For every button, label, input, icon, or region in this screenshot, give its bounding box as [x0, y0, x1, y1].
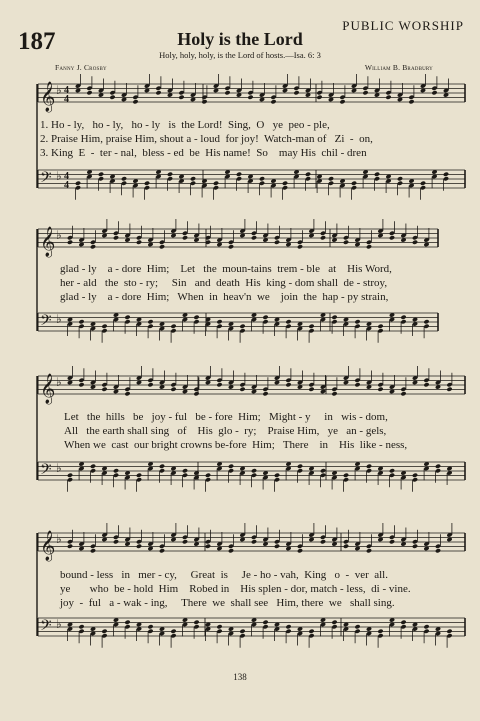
note-head [308, 324, 314, 329]
note-head [305, 172, 311, 177]
note-head [377, 629, 383, 634]
lyric-line-verse-1: bound - less in mer - cy, Great is Je - ho - vah, King o - ver all. [60, 569, 388, 581]
note-head [239, 629, 245, 634]
flat-icon: ♭ [56, 83, 62, 97]
treble-clef-icon: 𝄞 [40, 531, 56, 561]
note-head [228, 464, 234, 469]
note-head [270, 99, 276, 104]
note-head [420, 181, 426, 186]
note-head [182, 539, 188, 544]
note-head [316, 95, 322, 100]
note-head [159, 244, 165, 249]
note-head [155, 90, 161, 95]
note-head [236, 172, 242, 177]
note-head [412, 473, 418, 478]
note-head [343, 240, 349, 245]
lyric-line-verse-1: Let the hills be joy - ful be - fore Him; Might - y in wis - dom, [64, 411, 388, 423]
flat-icon: ♭ [56, 228, 62, 242]
note-head [136, 544, 142, 549]
note-head [78, 382, 84, 387]
note-head [377, 387, 383, 392]
note-head [251, 235, 257, 240]
page-number: 138 [233, 672, 247, 682]
note-head [113, 235, 119, 240]
note-head [259, 176, 265, 181]
note-head [193, 391, 199, 396]
note-head [113, 539, 119, 544]
note-head [159, 548, 165, 553]
note-head [331, 620, 337, 625]
note-head [297, 548, 303, 553]
note-head [147, 624, 153, 629]
note-head [75, 181, 81, 186]
note-head [132, 99, 138, 104]
note-head [67, 240, 73, 245]
note-head [262, 315, 268, 320]
note-head [274, 473, 280, 478]
lyric-line-verse-1: 1. Ho - ly, ho - ly, ho - ly is the Lord! Sing, O ye peo - ple, [40, 119, 330, 131]
note-head [182, 468, 188, 473]
composer-credit: William B. Bradbury [364, 63, 433, 72]
note-head [297, 464, 303, 469]
note-head [351, 181, 357, 186]
note-head [251, 539, 257, 544]
note-head [144, 181, 150, 186]
note-head [193, 315, 199, 320]
note-head [170, 387, 176, 392]
note-head [389, 539, 395, 544]
bass-clef-icon: 𝄢 [40, 461, 52, 482]
note-head [408, 99, 414, 104]
note-head [205, 544, 211, 549]
note-head [147, 382, 153, 387]
bass-clef-icon: 𝄢 [40, 312, 52, 333]
note-head [101, 629, 107, 634]
note-head [274, 240, 280, 245]
note-head [320, 235, 326, 240]
note-head [339, 99, 345, 104]
note-head [435, 548, 441, 553]
note-head [308, 387, 314, 392]
bass-clef-icon: 𝄢 [40, 617, 52, 638]
note-head [90, 548, 96, 553]
flat-icon: ♭ [56, 617, 62, 631]
flat-icon: ♭ [56, 169, 62, 183]
section-heading: PUBLIC WORSHIP [342, 18, 464, 33]
hymn-number: 187 [18, 28, 56, 55]
lyric-line-verse-2: her - ald the sto - ry; Sin and death His king - dom shall de - stroy, [60, 277, 388, 289]
note-head [239, 387, 245, 392]
bass-clef-icon: 𝄢 [40, 169, 52, 190]
note-head [331, 391, 337, 396]
flat-icon: ♭ [56, 312, 62, 326]
lyric-line-verse-3: joy - ful a - wak - ing, There we shall see Him, there we shall sing. [60, 597, 395, 609]
treble-clef-icon: 𝄞 [40, 82, 56, 112]
note-head [216, 382, 222, 387]
lyricist-credit: Fanny J. Crosby [55, 63, 107, 72]
note-head [178, 95, 184, 100]
note-head [147, 319, 153, 324]
note-head [224, 90, 230, 95]
scripture-epigraph: Holy, holy, holy, is the Lord of hosts.—Isa. 6: 3 [159, 50, 321, 60]
note-head [167, 172, 173, 177]
note-head [446, 629, 452, 634]
note-head [354, 624, 360, 629]
note-head [113, 468, 119, 473]
note-head [190, 176, 196, 181]
note-head [170, 324, 176, 329]
note-head [446, 387, 452, 392]
note-head [124, 315, 130, 320]
note-head [67, 544, 73, 549]
note-head [228, 548, 234, 553]
lyric-line-verse-2: All the earth shall sing of His glo - ry; Praise Him, ye an - gels, [64, 425, 387, 437]
note-head [136, 473, 142, 478]
note-head [124, 391, 130, 396]
lyric-line-verse-3: glad - ly a - dore Him; When in heav'n we join the hap - py strain, [60, 291, 389, 303]
note-head [354, 382, 360, 387]
flat-icon: ♭ [56, 375, 62, 389]
note-head [159, 464, 165, 469]
note-head [213, 181, 219, 186]
note-head [274, 544, 280, 549]
time-signature-bottom: 4 [64, 94, 69, 105]
note-head [90, 244, 96, 249]
note-head [423, 382, 429, 387]
note-head [343, 544, 349, 549]
note-head [389, 235, 395, 240]
note-head [78, 624, 84, 629]
note-head [136, 240, 142, 245]
lyric-line-verse-1: glad - ly a - dore Him; Let the moun-tains trem - ble at His Word, [60, 263, 392, 275]
note-head [412, 240, 418, 245]
note-head [362, 90, 368, 95]
flat-icon: ♭ [56, 532, 62, 546]
note-head [262, 620, 268, 625]
time-signature-top: 4 [64, 85, 69, 96]
note-head [193, 620, 199, 625]
note-head [331, 315, 337, 320]
note-head [423, 624, 429, 629]
note-head [216, 319, 222, 324]
note-head [251, 468, 257, 473]
time-signature-top: 4 [64, 171, 69, 182]
note-head [101, 387, 107, 392]
note-head [343, 473, 349, 478]
treble-clef-icon: 𝄞 [40, 227, 56, 257]
lyric-line-verse-2: ye who be - hold Him Robed in His splen - dor, match - less, di - vine. [60, 583, 411, 595]
note-head [397, 176, 403, 181]
hymn-title: Holy is the Lord [177, 29, 303, 49]
note-head [435, 464, 441, 469]
note-head [285, 319, 291, 324]
note-head [293, 90, 299, 95]
note-head [431, 90, 437, 95]
note-head [400, 391, 406, 396]
note-head [443, 172, 449, 177]
note-head [216, 624, 222, 629]
note-head [320, 468, 326, 473]
note-head [385, 95, 391, 100]
lyric-line-verse-3: 3. King E - ter - nal, bless - ed be His name! So may His chil - dren [40, 147, 367, 159]
note-head [124, 620, 130, 625]
note-head [374, 172, 380, 177]
note-head [377, 324, 383, 329]
note-head [328, 176, 334, 181]
lyric-line-verse-2: 2. Praise Him, praise Him, shout a - loud for joy! Watch-man of Zi - on, [40, 133, 373, 145]
note-head [308, 629, 314, 634]
note-head [282, 181, 288, 186]
note-head [262, 391, 268, 396]
note-head [67, 473, 73, 478]
note-head [205, 473, 211, 478]
note-head [389, 468, 395, 473]
note-head [400, 620, 406, 625]
note-head [412, 544, 418, 549]
note-head [320, 539, 326, 544]
lyric-line-verse-3: When we cast our bright crowns be-fore Him; There in His like - ness, [64, 439, 408, 451]
time-signature-bottom: 4 [64, 180, 69, 191]
note-head [86, 90, 92, 95]
note-head [366, 464, 372, 469]
note-head [297, 244, 303, 249]
treble-clef-icon: 𝄞 [40, 374, 56, 404]
note-head [247, 95, 253, 100]
note-head [101, 324, 107, 329]
note-head [285, 624, 291, 629]
note-head [98, 172, 104, 177]
note-head [354, 319, 360, 324]
note-head [109, 95, 115, 100]
note-head [423, 319, 429, 324]
note-head [400, 315, 406, 320]
flat-icon: ♭ [56, 461, 62, 475]
note-head [182, 235, 188, 240]
note-head [366, 244, 372, 249]
note-head [201, 99, 207, 104]
note-head [78, 319, 84, 324]
note-head [170, 629, 176, 634]
note-head [239, 324, 245, 329]
note-head [285, 382, 291, 387]
note-head [90, 464, 96, 469]
note-head [366, 548, 372, 553]
note-head [121, 176, 127, 181]
note-head [228, 244, 234, 249]
